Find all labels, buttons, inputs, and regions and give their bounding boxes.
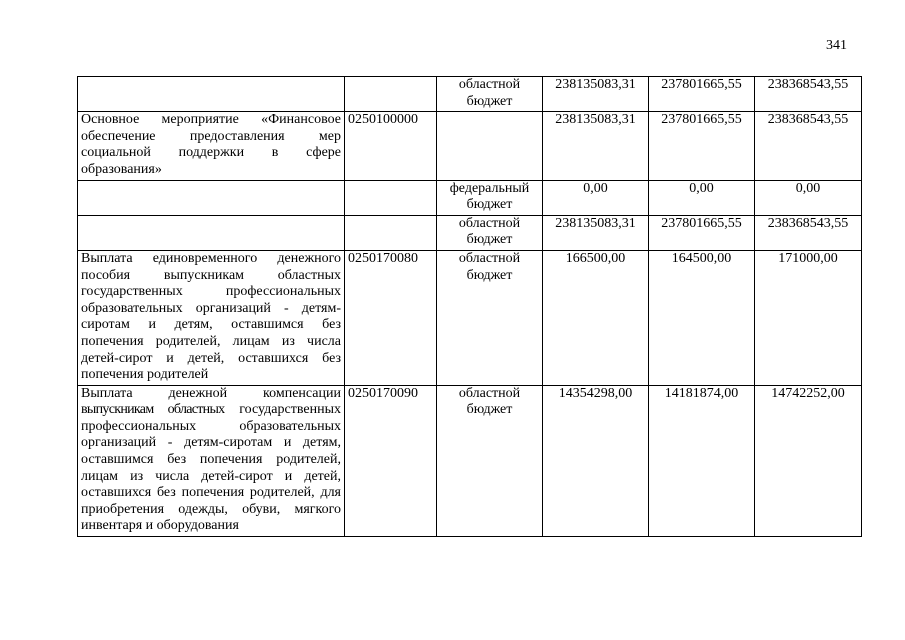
amount-year1-cell: 14354298,00 [543,385,649,536]
amount-year1-cell: 0,00 [543,180,649,215]
activity-name-part-condensed: выпускникам областных [81,402,225,418]
activity-name-cell [78,215,345,250]
budget-code-cell [345,180,437,215]
amount-year3-cell: 238368543,55 [755,215,862,250]
amount-year3-cell: 238368543,55 [755,77,862,112]
amount-year1-cell: 238135083,31 [543,77,649,112]
amount-year2-cell: 237801665,55 [649,112,755,180]
amount-year1-cell: 238135083,31 [543,112,649,180]
table-row [78,250,862,385]
activity-name-cell [78,385,345,536]
activity-name-cell: Основное мероприятие «Финансовое обеспечение предоставления мер социальной поддержки в сфере образования» [78,112,345,180]
amount-year3-cell: 0,00 [755,180,862,215]
amount-year2-cell: 237801665,55 [649,215,755,250]
budget-code-cell [345,77,437,112]
funding-source-cell: областной бюджет [437,215,543,250]
table-row [78,112,862,180]
budget-code-cell: 0250100000 [345,112,437,180]
budget-code-cell [345,215,437,250]
amount-year2-cell: 237801665,55 [649,77,755,112]
amount-year2-cell: 14181874,00 [649,385,755,536]
activity-name-cell [78,77,345,112]
table-row [78,215,862,250]
funding-source-cell: областной бюджет [437,385,543,536]
activity-name-part: Выплата денежной компенсации [81,385,341,401]
table-row [78,385,862,536]
budget-code-cell: 0250170080 [345,250,437,385]
budget-code-cell: 0250170090 [345,385,437,536]
activity-name-cell: Выплата единовременного денежного пособия выпускникам областных государственных профессиональных образовательных организаций - детям-сиротам и детям, оставшимся без попечения родителей, лицам из числа детей-сирот и детей, оставшихся без попечения родителей [78,250,345,385]
funding-source-cell: областной бюджет [437,250,543,385]
funding-source-cell: областной бюджет [437,77,543,112]
amount-year1-cell: 238135083,31 [543,215,649,250]
table-row [78,77,862,112]
funding-source-cell [437,112,543,180]
amount-year2-cell: 164500,00 [649,250,755,385]
activity-name-cell [78,180,345,215]
amount-year3-cell: 238368543,55 [755,112,862,180]
amount-year2-cell: 0,00 [649,180,755,215]
amount-year3-cell: 14742252,00 [755,385,862,536]
page-number: 341 [826,38,847,53]
table-row [78,180,862,215]
amount-year3-cell: 171000,00 [755,250,862,385]
funding-source-cell: федеральный бюджет [437,180,543,215]
activity-name-part: государственных профессиональных образовательных организаций - детям-сиротам и детям, оставшимся без попечения родителей, лицам из числа детей-сирот и детей, оставшихся без попечения родителей, для приобретения одежды, обуви, мягкого инвентаря и оборудования [81,402,341,534]
amount-year1-cell: 166500,00 [543,250,649,385]
budget-table [77,76,862,537]
